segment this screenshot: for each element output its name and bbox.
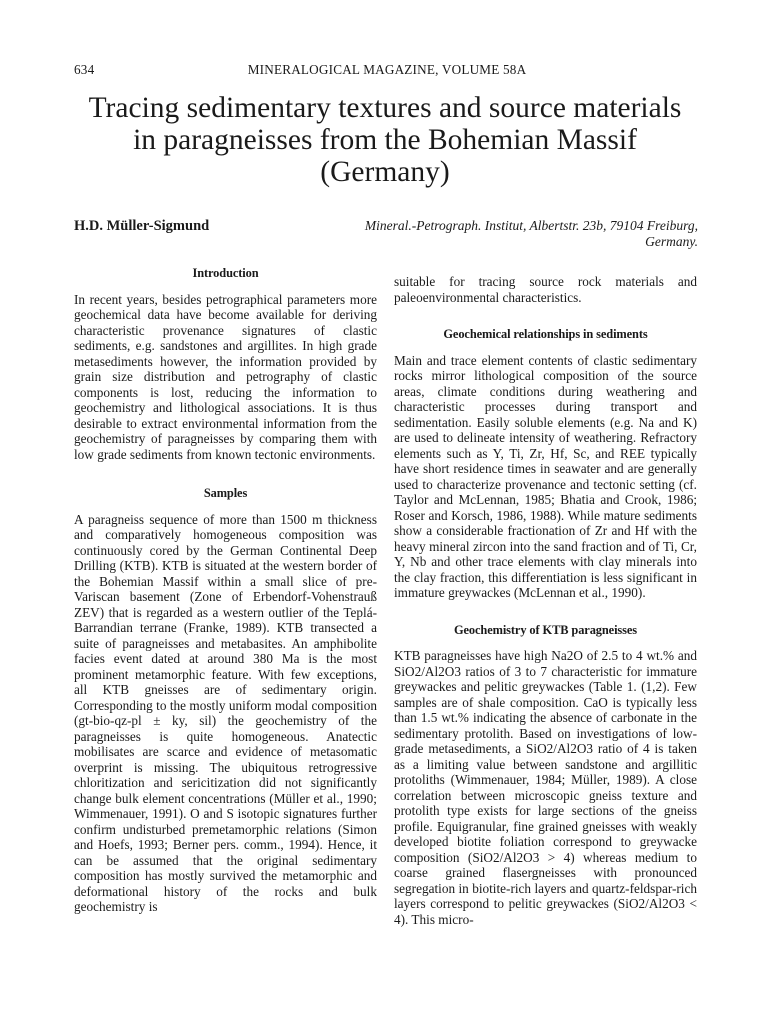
affiliation-line-2: Germany. bbox=[645, 234, 698, 249]
ktb-heading: Geochemistry of KTB paragneisses bbox=[454, 622, 637, 637]
running-header bbox=[60, 62, 700, 78]
geochemical-text: Main and trace element contents of clastic sedimentary rocks mirror lithological composition of the source areas, climate conditions during weathering and characteristic processes during transport and sedimentation. Easily soluble elements (e.g. Na and K) are used to delineate intensity of weathering. Refractory elements such as Y, Ti, Zr, Hf, Sc, and REE typically have short residence times in seawater and are generally used to characterize provenance and tectonic setting (cf. Taylor and McLennan, 1985; Bhatia and Crook, 1986; Roser and Korsch, 1986, 1988). While mature sediments show a considerable fractionation of Zr and Hf with the heavy mineral zircon into the sand fraction and of Ti, Cr, Y, Nb and other trace elements with clay minerals into the clay fraction, this differentiation is less significant in immature greywackes (McLennan et al., 1990). bbox=[394, 352, 697, 600]
samples-text: A paragneiss sequence of more than 1500 m thickness and comparatively homogeneous composition was continuously cored by the German Continental Deep Drilling (KTB). KTB is situated at the western border of the Bohemian Massif within a small slice of pre-Variscan basement (Zone of Erbendorf-Vohenstrauß ZEV) that is regarded as a western outlier of the Teplá-Barrandian terrane (Franke, 1989). KTB transected a suite of paragneisses and metabasites. An amphibolite facies event dated at around 380 Ma is the most prominent metamorphic feature. With few exceptions, all KTB gneisses are of sedimentary origin. Corresponding to the mostly uniform modal composition (gt-bio-qz-pl ± ky, sil) the geochemistry of the paragneisses is quite homogeneous. Anatectic mobilisates are scarce and evidence of metasomatic overprint is missing. The ubiquitous retrogressive chloritization and sericitization did not significantly change bulk element concentrations (Müller et al., 1990; Wimmenauer, 1991). O and S isotopic signatures further confirm undisturbed premetamorphic relations (Simon and Hoefs, 1993; Berner pers. comm., 1994). Hence, it can be assumed that the original sedimentary composition has mostly survived the metamorphic and deformational history of the rocks and bulk geochemistry is bbox=[74, 511, 377, 914]
left-column bbox=[74, 266, 377, 915]
title-line-2: in paragneisses from the Bohemian Massif bbox=[133, 124, 637, 156]
introduction-heading: Introduction bbox=[192, 266, 259, 280]
title-line-1: Tracing sedimentary textures and source materials bbox=[88, 92, 682, 124]
continued-text: suitable for tracing source rock materials and paleoenvironmental characteristics. bbox=[394, 274, 697, 305]
title-line-3: (Germany) bbox=[320, 156, 450, 188]
article-title bbox=[40, 92, 730, 188]
geochemical-heading: Geochemical relationships in sediments bbox=[443, 327, 648, 341]
right-column bbox=[394, 274, 697, 927]
introduction-text: In recent years, besides petrographical parameters more geochemical data have become available for deriving characteristic provenance signatures of clastic sediments, e.g. sandstones and argillites. In high grade metasediments however, the information provided by grain size distribution and petrography of clastic components is lost, reducing the information to geochemistry and lithological associations. It is thus desirable to extract environmental information from the geochemistry of paragneisses by comparing them with low grade sediments from known tectonic environments. bbox=[74, 291, 377, 462]
affiliation-line-1: Mineral.-Petrograph. Institut, Albertstr. 23b, 79104 Freiburg, bbox=[364, 218, 698, 233]
author-affiliation bbox=[298, 218, 698, 250]
page-number: 634 bbox=[74, 62, 95, 77]
author-name: H.D. Müller-Sigmund bbox=[74, 218, 210, 234]
ktb-text: KTB paragneisses have high Na2O of 2.5 to 4 wt.% and SiO2/Al2O3 ratios of 3 to 7 characteristic for immature greywackes and pelitic greywackes (Table 1. (1,2). Few samples are of shale composition. CaO is typically less than 1.5 wt.% indicating the absence of carbonate in the sedimentary protolith. Based on investigations of low-grade metasediments, a SiO2/Al2O3 ratio of 4 is taken as a limiting value between sandstone and argillitic protoliths (Wimmenauer, 1984; Müller, 1989). A close correlation between microscopic gneiss texture and protolith type exists for large sections of the gneiss profile. Equigranular, fine grained gneisses with weakly developed biotite foliation correspond to greywacke composition (SiO2/Al2O3 > 4) whereas medium to coarse grained flasergneisses with pronounced segregation in biotite-rich layers and quartz-feldspar-rich layers correspond to pelitic greywackes (SiO2/Al2O3 < 4). This micro- bbox=[394, 648, 697, 927]
journal-title: MINERALOGICAL MAGAZINE, VOLUME 58A bbox=[247, 62, 527, 77]
samples-heading: Samples bbox=[203, 486, 248, 500]
